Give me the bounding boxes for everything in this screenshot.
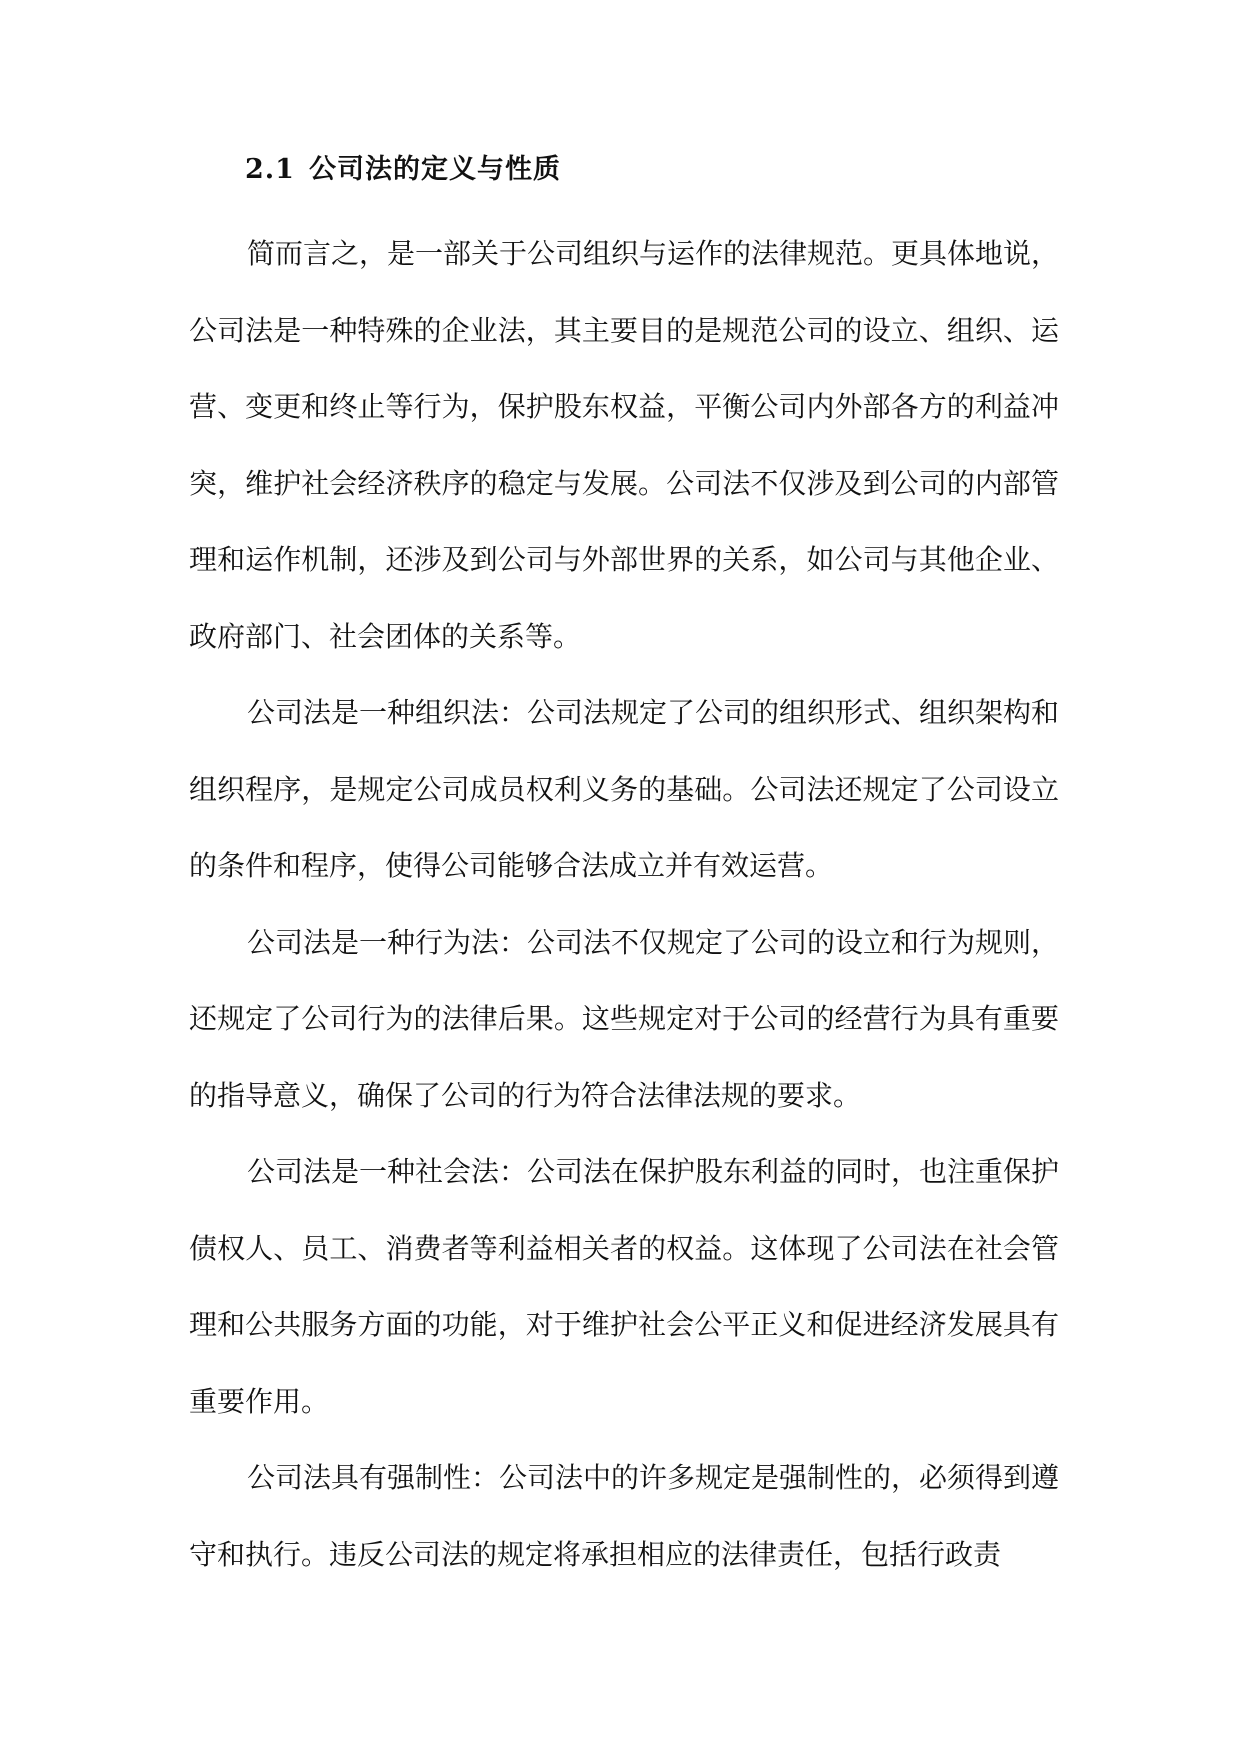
paragraph-mandatory: 公司法具有强制性：公司法中的许多规定是强制性的，必须得到遵守和执行。违反公司法的规定将承担相应的法律责任，包括行政责 xyxy=(189,1461,1060,1571)
paragraph-organization-law: 公司法是一种组织法：公司法规定了公司的组织形式、组织架构和组织程序，是规定公司成员权利义务的基础。公司法还规定了公司设立的条件和程序，使得公司能够合法成立并有效运营。 xyxy=(189,696,1060,882)
paragraph-behavior-law: 公司法是一种行为法：公司法不仅规定了公司的设立和行为规则，还规定了公司行为的法律后果。这些规定对于公司的经营行为具有重要的指导意义，确保了公司的行为符合法律法规的要求。 xyxy=(189,925,1060,1112)
section-heading xyxy=(245,150,561,190)
paragraph-social-law: 公司法是一种社会法：公司法在保护股东利益的同时，也注重保护债权人、员工、消费者等利益相关者的权益。这体现了公司法在社会管理和公共服务方面的功能，对于维护社会公平正义和促进经济发展具有重要作用。 xyxy=(189,1155,1060,1418)
section-title: 公司法的定义与性质 xyxy=(308,154,561,185)
section-number: 2.1 xyxy=(245,154,295,185)
paragraph-definition: 简而言之，是一部关于公司组织与运作的法律规范。更具体地说，公司法是一种特殊的企业法，其主要目的是规范公司的设立、组织、运营、变更和终止等行为，保护股东权益，平衡公司内外部各方的利益冲突，维护社会经济秩序的稳定与发展。公司法不仅涉及到公司的内部管理和运作机制，还涉及到公司与外部世界的关系，如公司与其他企业、政府部门、社会团体的关系等。 xyxy=(189,237,1060,653)
body-text xyxy=(189,216,1059,1593)
